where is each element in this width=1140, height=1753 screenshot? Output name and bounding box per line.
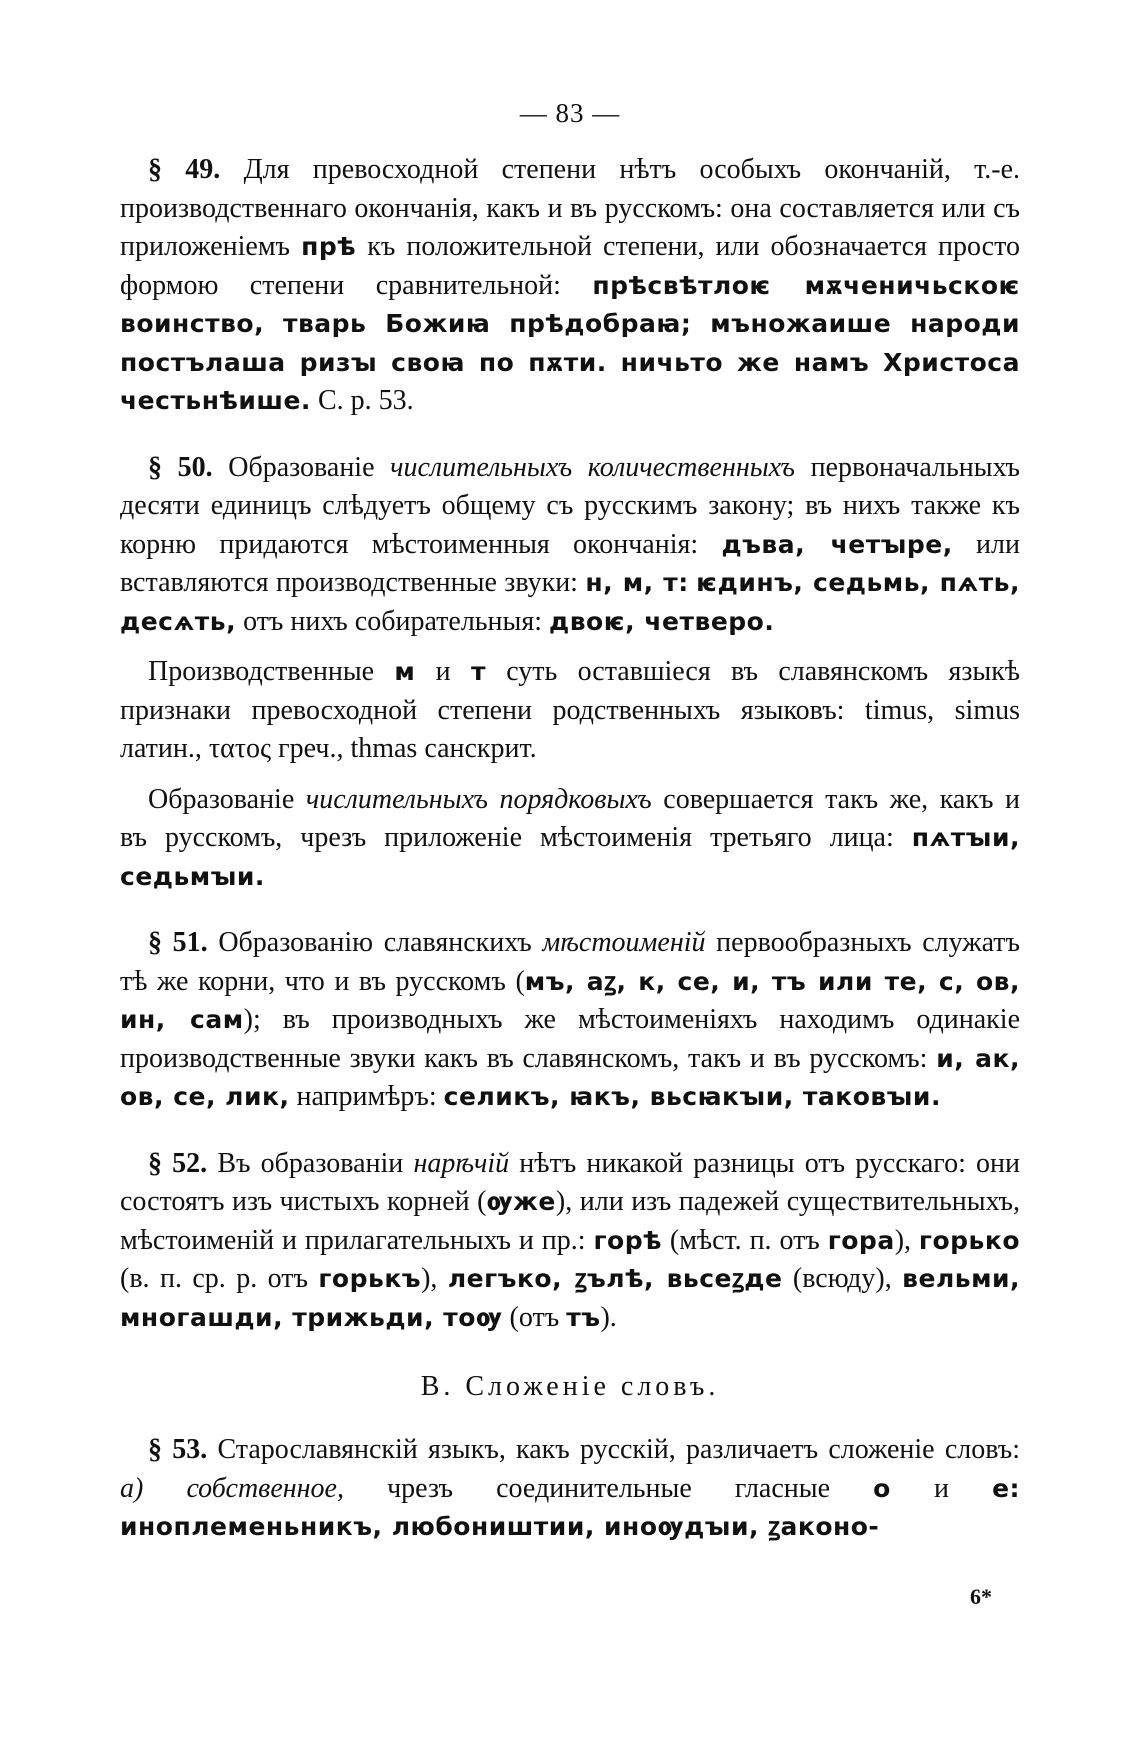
text-run: напримѣръ: (289, 1081, 444, 1112)
church-slavonic-text: селикъ, ꙗкъ, вьсꙗкꙑи, таковꙑи. (443, 1082, 941, 1111)
section-number: 51. (172, 927, 208, 958)
church-slavonic-text: иноплеменьникъ, любоништии, иноѹдꙑи, ꙁаконо- (120, 1512, 880, 1541)
section-number: 52. (172, 1147, 208, 1179)
text-run: ), (894, 1224, 919, 1256)
section-number: 50. (177, 451, 213, 483)
section-mark: § (148, 451, 162, 483)
section-mark: § (148, 1147, 162, 1179)
section-number: 49. (185, 154, 221, 185)
section-mark: § (148, 1434, 162, 1465)
text-run: Образованію славянскихъ (218, 927, 543, 958)
church-slavonic-text: о (873, 1473, 891, 1503)
text-run: (всюду), (782, 1263, 903, 1294)
text-run: ). (600, 1301, 617, 1333)
church-slavonic-text: прѣсвѣтлоѥ мѫченичьскоѥ воинство, тварь Божиꙗ прѣдобраꙗ; мъножаише народи постълаша ризꙑ своꙗ по пѫти. ничьто же намъ Христоса честьнѣише. (120, 270, 1020, 415)
text-run: (отъ (502, 1301, 567, 1333)
text-run: нѣтъ никакой разницы отъ русскаго: они состоятъ изъ чистыхъ корней ( (120, 1147, 1021, 1217)
text-run: (в. п. ср. р. отъ (120, 1263, 319, 1294)
church-slavonic-text: м (394, 657, 416, 686)
section-51 (120, 924, 1020, 1117)
church-slavonic-text: прѣ (301, 232, 357, 261)
text-run: чрезъ соединительные гласные (343, 1472, 874, 1504)
printer-signature-mark: 6* (970, 1584, 992, 1609)
section-50-paragraph-3 (120, 781, 1020, 897)
church-slavonic-text: гора (827, 1225, 895, 1255)
section-number: 53. (172, 1434, 208, 1465)
church-slavonic-text: н, м, т: (585, 568, 689, 597)
italic-term: мѣстоименій (542, 927, 706, 958)
text-run: Образованіе (228, 451, 391, 483)
section-mark: § (148, 154, 162, 185)
text-run: или вставляются производственные звуки: (120, 528, 1021, 598)
church-slavonic-text: дъва, четꙑре, (721, 529, 953, 559)
text-run: (мѣст. п. отъ (661, 1224, 828, 1256)
text-run: ), (421, 1263, 448, 1294)
italic-term: а) собственное, (120, 1472, 344, 1504)
text-run: и (415, 656, 471, 687)
section-50 (120, 449, 1020, 642)
church-slavonic-text: е: (992, 1473, 1021, 1503)
text-run: совершается такъ же, какъ и въ русскомъ, чрезъ приложеніе мѣстоименія третьяго лица: (120, 783, 1020, 853)
italic-term: нарѣчій (413, 1147, 510, 1179)
text-run: Производственные (148, 656, 395, 687)
church-slavonic-text: легъко, ꙁълѣ, вьсеꙁде (447, 1264, 783, 1293)
church-slavonic-text: пѧтꙑи, седьмꙑи. (120, 823, 1020, 891)
text-run: ); въ производныхъ же мѣстоименіяхъ находимъ одинакіе производственные звуки какъ въ славянскомъ, такъ и въ русскомъ: (120, 1004, 1020, 1074)
church-slavonic-text: мъ, аꙁ, к, се, и, тъ или те, с, ов, ин, сам (120, 966, 1021, 1034)
church-slavonic-text: горько (918, 1225, 1021, 1255)
section-52 (120, 1145, 1020, 1338)
text-run: С. р. 53. (310, 385, 414, 416)
text-run: отъ нихъ собирательныя: (236, 605, 550, 637)
text-run: Въ образованіи (217, 1147, 414, 1179)
page-number: — 83 — (519, 98, 621, 128)
church-slavonic-text: и, ак, ов, се, лик, (120, 1043, 1020, 1111)
church-slavonic-text: вельми, многашди, трижьди, тоѹ (120, 1264, 1021, 1332)
text-run: первообразныхъ служатъ тѣ же корни, что и въ русскомъ ( (120, 927, 1020, 997)
church-slavonic-text: горѣ (593, 1225, 662, 1255)
section-mark: § (148, 927, 162, 958)
text-run: первоначальныхъ десяти единицъ слѣдуетъ общему съ русскимъ закону; въ нихъ также къ корню придаются мѣстоименныя окончанія: (120, 451, 1021, 560)
church-slavonic-text: т (470, 657, 486, 686)
text-run: и (890, 1472, 993, 1504)
text-run: Образованіе (148, 783, 306, 815)
text-run: суть оставшіеся въ славянскомъ языкѣ признаки превосходной степени родственныхъ языковъ: timus, simus латин., τατος греч., thmas санскрит. (120, 656, 1021, 764)
section-53 (120, 1431, 1020, 1547)
italic-term: числительныхъ порядковыхъ (305, 783, 652, 815)
church-slavonic-text: двоѥ, четверо. (549, 606, 775, 636)
section-49 (120, 151, 1020, 421)
text-run: ), или изъ падежей существительныхъ, мѣстоименій и прилагательныхъ и пр.: (120, 1186, 1020, 1256)
text-run: Старославянскій языкъ, какъ русскій, различаетъ сложеніе словъ: (217, 1434, 1021, 1465)
section-50-paragraph-2 (120, 653, 1020, 769)
subheading: В. Сложеніе словъ. (420, 1371, 720, 1402)
text-run: къ положительной степени, или обозначается просто формою степени сравнительной: (120, 231, 1020, 301)
church-slavonic-text: горькъ (318, 1264, 422, 1293)
text-run: Для превосходной степени нѣтъ особыхъ окончаній, т.-е. производственнаго окончанія, какъ и въ русскомъ: она составляется или съ приложеніемъ (120, 154, 1020, 262)
church-slavonic-text: ѥдинъ, седьмь, пѧть, десѧть, (120, 568, 1020, 636)
church-slavonic-text: тъ (566, 1302, 601, 1332)
italic-term: числительныхъ количественныхъ (390, 451, 795, 483)
church-slavonic-text: ѹже (486, 1187, 556, 1216)
